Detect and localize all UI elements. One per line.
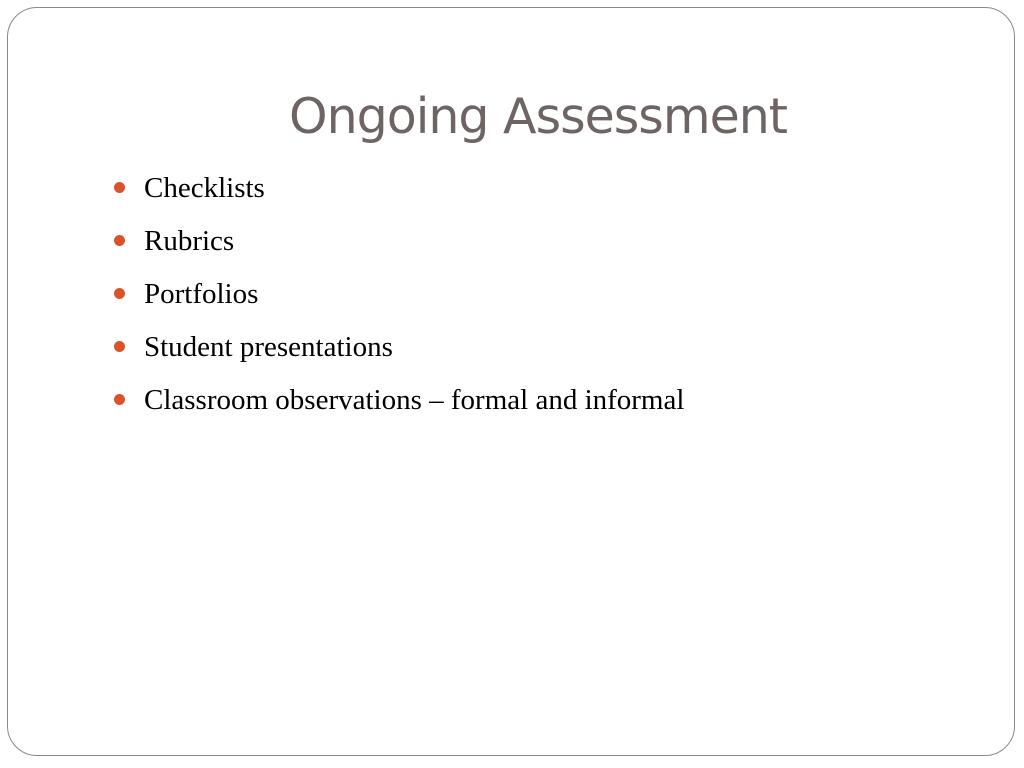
list-item (114, 168, 684, 221)
list-item (114, 380, 684, 433)
bullet-list (114, 168, 684, 433)
bullet-dot-icon (114, 235, 125, 246)
list-item (114, 327, 684, 380)
bullet-dot-icon (114, 394, 125, 405)
bullet-dot-icon (114, 182, 125, 193)
bullet-dot-icon (114, 341, 125, 352)
bullet-text: Checklists (144, 172, 265, 204)
bullet-text: Rubrics (144, 225, 235, 257)
slide-title: Ongoing Assessment (289, 88, 787, 145)
bullet-text: Student presentations (144, 331, 393, 363)
list-item (114, 274, 684, 327)
list-item (114, 221, 684, 274)
bullet-dot-icon (114, 288, 125, 299)
bullet-text: Portfolios (144, 278, 259, 310)
bullet-text: Classroom observations – formal and informal (144, 384, 685, 416)
